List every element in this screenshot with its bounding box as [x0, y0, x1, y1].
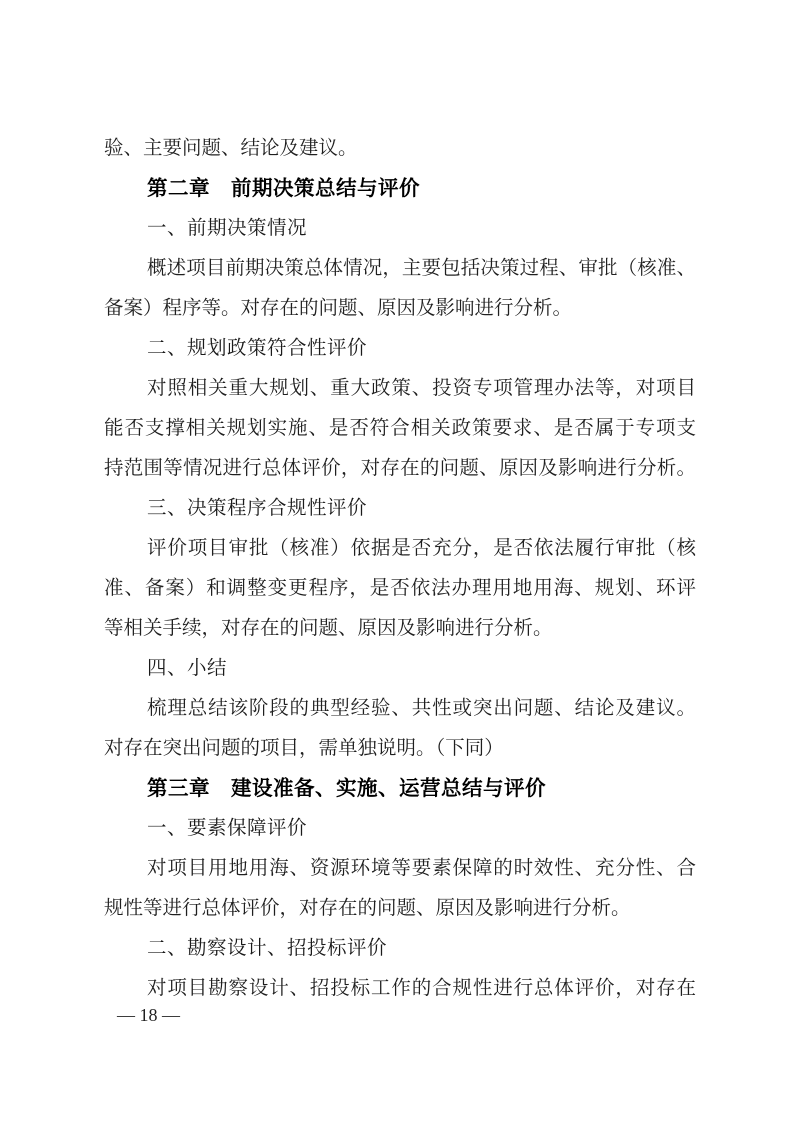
text-line: 概述项目前期决策总体情况，主要包括决策过程、审批（核准、 [147, 258, 696, 279]
section-heading: 一、要素保障评价 [147, 818, 308, 839]
text-line: 梳理总结该阶段的典型经验、共性或突出问题、结论及建议。 [147, 698, 696, 719]
text-line: 对照相关重大规划、重大政策、投资专项管理办法等，对项目 [147, 378, 696, 399]
text-line: 评价项目审批（核准）依据是否充分，是否依法履行审批（核 [147, 538, 696, 559]
page-body [104, 129, 696, 1009]
text-line: 对项目用地用海、资源环境等要素保障的时效性、充分性、合 [147, 858, 696, 879]
text-line: 准、备案）和调整变更程序，是否依法办理用地用海、规划、环评 [104, 578, 696, 599]
chapter-heading: 第三章 建设准备、实施、运营总结与评价 [147, 777, 546, 800]
section-heading: 二、规划政策符合性评价 [147, 338, 368, 359]
text-line: 备案）程序等。对存在的问题、原因及影响进行分析。 [104, 298, 573, 319]
text-line: 规性等进行总体评价，对存在的问题、原因及影响进行分析。 [104, 898, 631, 919]
text-line: 对项目勘察设计、招投标工作的合规性进行总体评价，对存在 [147, 978, 696, 999]
chapter-heading: 第二章 前期决策总结与评价 [147, 177, 420, 200]
text-line: 验、主要问题、结论及建议。 [104, 138, 358, 159]
page-number: — 18 — [117, 1005, 180, 1025]
text-line: 对存在突出问题的项目，需单独说明。（下同） [104, 738, 504, 759]
text-line: 等相关手续，对存在的问题、原因及影响进行分析。 [104, 618, 553, 639]
text-line: 持范围等情况进行总体评价，对存在的问题、原因及影响进行分析。 [104, 458, 696, 479]
section-heading: 二、勘察设计、招投标评价 [147, 938, 388, 959]
section-heading: 三、决策程序合规性评价 [147, 498, 368, 519]
section-heading: 四、小结 [147, 658, 228, 679]
section-heading: 一、前期决策情况 [147, 218, 308, 239]
text-line: 能否支撑相关规划实施、是否符合相关政策要求、是否属于专项支 [104, 418, 696, 439]
